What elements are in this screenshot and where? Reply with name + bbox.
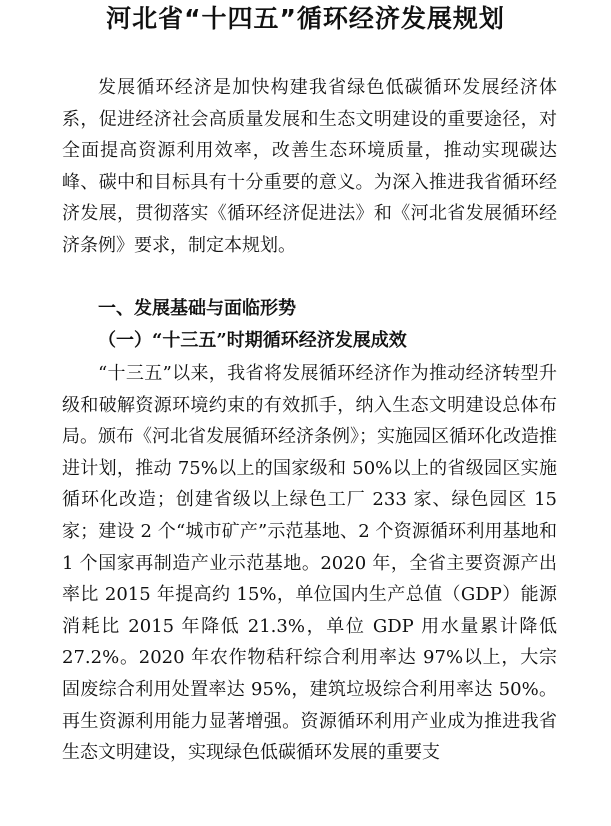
document-title: 河北省“十四五”循环经济发展规划 bbox=[106, 4, 505, 33]
subsection-heading: （一）“十三五”时期循环经济发展成效 bbox=[98, 330, 407, 351]
intro-paragraph: 发展循环经济是加快构建我省绿色低碳循环发展经济体系，促进经济社会高质量发展和生态文明建设的重要途径，对全面提高资源利用效率，改善生态环境质量，推动实现碳达峰、碳中和目标具有十分重要的意义。为深入推进我省循环经济发展，贯彻落实《循环经济促进法》和《河北省发展循环经济条例》要求，制定本规划。 bbox=[62, 77, 557, 256]
body-paragraph: “十三五”以来，我省将发展循环经济作为推动经济转型升级和破解资源环境约束的有效抓手，纳入生态文明建设总体布局。颁布《河北省发展循环经济条例》；实施园区循环化改造推进计划，推动 75%以上的国家级和 50%以上的省级园区实施循环化改造；创建省级以上绿色工厂 233 家、绿色园区 15 家；建设 2 个“城市矿产”示范基地、2 个资源循环利用基地和 1 个国家再制造产业示范基地。2020 年，全省主要资源产出率比 2015 年提高约 15%，单位国内生产总值（GDP）能源消耗比 2015 年降低 21.3%，单位 GDP 用水量累计降低 27.2%。2020 年农作物秸秆综合利用率达 97%以上，大宗固废综合利用处置率达 95%，建筑垃圾综合利用率达 50%。再生资源利用能力显著增强。资源循环利用产业成为推进我省生态文明建设，实现绿色低碳循环发展的重要支 bbox=[62, 363, 557, 764]
section-heading: 一、发展基础与面临形势 bbox=[98, 298, 296, 319]
